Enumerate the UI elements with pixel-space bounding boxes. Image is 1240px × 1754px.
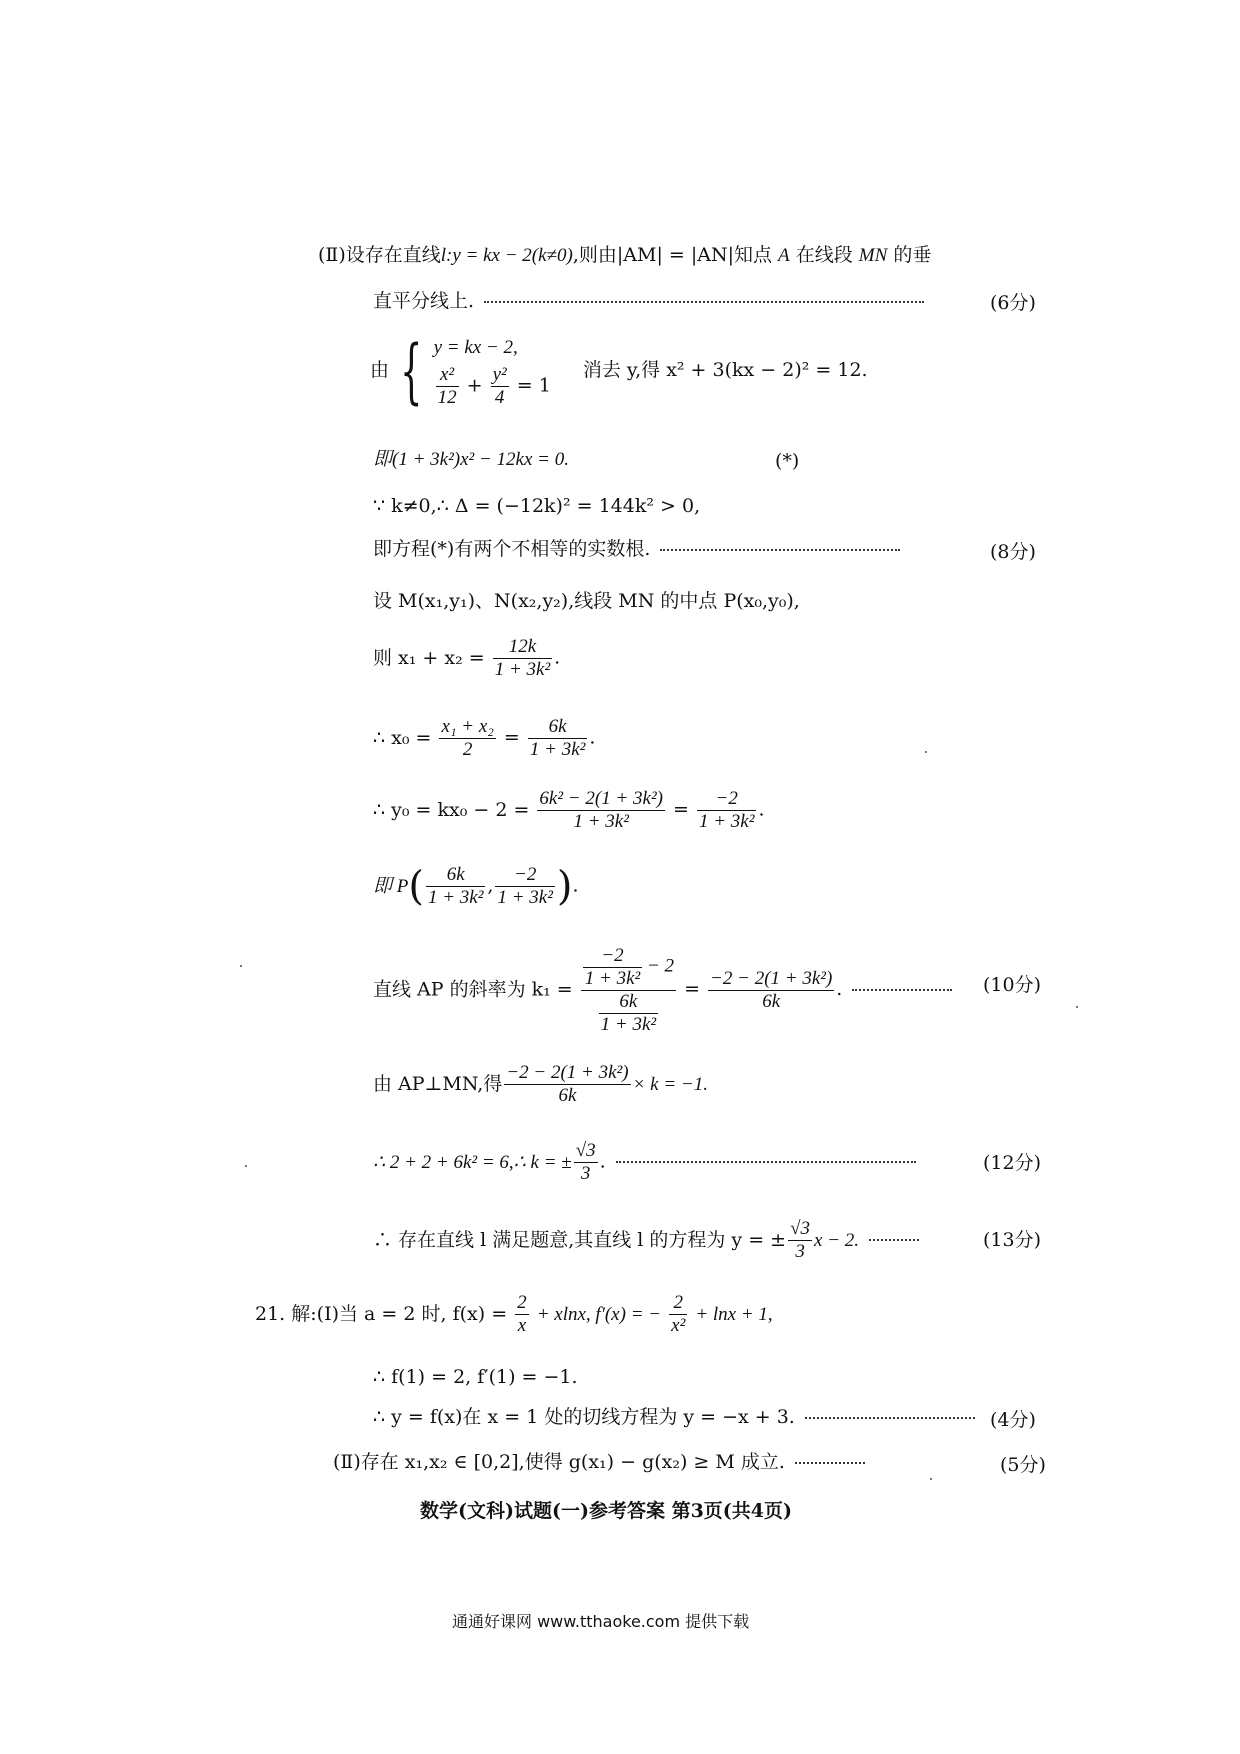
sum-line: 则 x₁ + x₂ = $\frac{12k}{\text{1 + 3k²}}$ . <box>373 636 561 680</box>
intro-c: 在线段 <box>795 244 853 266</box>
q21-part1: 21. 解:(Ⅰ)当 a = 2 时, f(x) = $\frac{2}{x}$ + xlnx, f′(x) = − $\frac{2}{\text{x²}}$ + lnx + 1, <box>255 1292 773 1336</box>
frac-2-x2: $\frac{2}{\text{x²}}$ <box>671 1292 686 1336</box>
frac-slope: $\frac{\text{−2 − 2(1 + 3k²)}}{6k}$ <box>710 967 833 1012</box>
q21-part2: (Ⅱ)存在 x₁,x₂ ∈ [0,2],使得 g(x₁) − g(x₂) ≥ M 成立. <box>333 1453 875 1472</box>
star-tag: (*) <box>775 450 800 472</box>
sys-result: 消去 y,得 x² + 3(kx − 2)² = 12. <box>582 359 868 381</box>
sys-prefix: 由 <box>370 359 390 381</box>
eq-star: 即(1 + 3k²)x² − 12kx = 0. <box>373 449 569 470</box>
leader-dots <box>869 1239 919 1241</box>
intro-d: 的垂 <box>893 244 932 266</box>
scan-speck <box>930 1478 932 1480</box>
leader-dots <box>484 301 924 303</box>
perpendicular-bisector-line <box>373 292 934 311</box>
leader-dots <box>852 989 952 991</box>
frac-slope-compound: $\frac{-2}{\text{1 + 3k²}}$ − 2 $\frac{6k}{\text{1 + 3k²}}$ <box>581 945 676 1035</box>
leader-dots <box>660 549 900 551</box>
frac-sqrt3-3: $\frac{√3}{3}$ <box>575 1140 596 1184</box>
set-points: 设 M(x₁,y₁)、N(x₂,y₂),线段 MN 的中点 P(x₀,y₀), <box>373 590 800 612</box>
roots-line <box>373 540 910 559</box>
frac-x2-12: $\frac{\text{x²}}{12}$ <box>437 364 457 409</box>
leader-dots <box>795 1462 865 1464</box>
k-line: ∴ 2 + 2 + 6k² = 6,∴ k = ± $\frac{√3}{3}$ . <box>373 1140 926 1185</box>
frac-y0-expanded: $\frac{\text{6k² − 2(1 + 3k²)}}{\text{1 + 3k²}}$ <box>539 788 663 832</box>
roots-text: 即方程(*)有两个不相等的实数根. <box>373 538 651 560</box>
exist-line: ∴ 存在直线 l 满足题意,其直线 l 的方程为 y = ± $\frac{√3}{3}$ x − 2. <box>373 1218 929 1263</box>
scan-speck <box>245 1165 247 1167</box>
left-brace: { <box>400 329 423 412</box>
frac-py: $\frac{-2}{\text{1 + 3k²}}$ <box>497 864 553 908</box>
x0-line: ∴ x₀ = $\frac{\text{x₁ + x₂}}{2}$ = $\frac{6k}{\text{1 + 3k²}}$ . <box>373 716 596 760</box>
frac-x1x2-2: $\frac{\text{x₁ + x₂}}{2}$ <box>441 716 494 760</box>
score-8: (8分) <box>990 541 1036 563</box>
frac-x0: $\frac{6k}{\text{1 + 3k²}}$ <box>529 716 586 760</box>
frac-perp: $\frac{\text{−2 − 2(1 + 3k²)}}{6k}$ <box>506 1062 629 1106</box>
delta-line: ∵ k≠0,∴ Δ = (−12k)² = 144k² > 0, <box>373 495 701 517</box>
part2-intro <box>318 246 931 265</box>
q21-values: ∴ f(1) = 2, f′(1) = −1. <box>373 1366 578 1388</box>
frac-y0: $\frac{-2}{\text{1 + 3k²}}$ <box>698 788 755 832</box>
frac-y2-4: $\frac{\text{y²}}{4}$ <box>492 364 507 409</box>
point-a: A <box>778 245 790 266</box>
leader-dots <box>805 1417 975 1419</box>
page-label: 数学(文科)试题(一)参考答案 第3页(共4页) <box>420 1500 792 1522</box>
scan-speck <box>1076 1006 1078 1008</box>
score-13: (13分) <box>983 1229 1042 1251</box>
q21-tangent: ∴ y = f(x)在 x = 1 处的切线方程为 y = −x + 3. <box>373 1408 985 1427</box>
scan-speck <box>240 965 242 967</box>
point-p-line: 即 P( $\frac{6k}{\text{1 + 3k²}}$ , $\frac{-2}{\text{1 + 3k²}}$ ). <box>373 863 579 910</box>
score-5: (5分) <box>1000 1454 1046 1476</box>
equation-system <box>370 329 868 412</box>
frac-px: $\frac{6k}{\text{1 + 3k²}}$ <box>427 864 484 908</box>
intro-b: ,则由|AM| = |AN|知点 <box>572 244 772 266</box>
source-credit: 通通好课网 www.tthaoke.com 提供下载 <box>452 1612 750 1631</box>
sys-eq2: $\frac{\text{x²}}{12}$ + $\frac{\text{y²}}{4}$ = 1 <box>437 364 551 409</box>
score-10: (10分) <box>983 974 1042 996</box>
score-6: (6分) <box>990 292 1036 314</box>
score-12: (12分) <box>983 1152 1042 1174</box>
line-equation: l:y = kx − 2(k≠0) <box>440 245 573 266</box>
sys-lines <box>434 332 551 409</box>
bisector-text: 直平分线上. <box>373 290 475 312</box>
score-4: (4分) <box>990 1409 1036 1431</box>
frac-sum: $\frac{12k}{\text{1 + 3k²}}$ <box>494 636 551 680</box>
perp-line: 由 AP⊥MN,得 $\frac{\text{−2 − 2(1 + 3k²)}}{6k}$ × k = −1. <box>373 1062 708 1106</box>
segment-mn: MN <box>858 245 888 266</box>
slope-line: 直线 AP 的斜率为 k₁ = $\frac{-2}{\text{1 + 3k²}}$ − 2 $\frac{6k}{\text{1 + 3k²}}$ = $\frac{\text{−2 − 2(1 + 3k²)}}{6k}$ . <box>373 945 962 1035</box>
leader-dots <box>616 1161 916 1163</box>
sys-eq1: y = kx − 2, <box>433 337 518 358</box>
frac-2-x: $\frac{2}{x}$ <box>517 1292 527 1336</box>
intro-a: (Ⅱ)设存在直线 <box>318 244 441 266</box>
scan-speck <box>925 751 927 753</box>
frac-sqrt3-3b: $\frac{√3}{3}$ <box>790 1218 811 1262</box>
y0-line: ∴ y₀ = kx₀ − 2 = $\frac{\text{6k² − 2(1 + 3k²)}}{\text{1 + 3k²}}$ = $\frac{-2}{\text{1 + 3k²}}$ . <box>373 788 765 832</box>
